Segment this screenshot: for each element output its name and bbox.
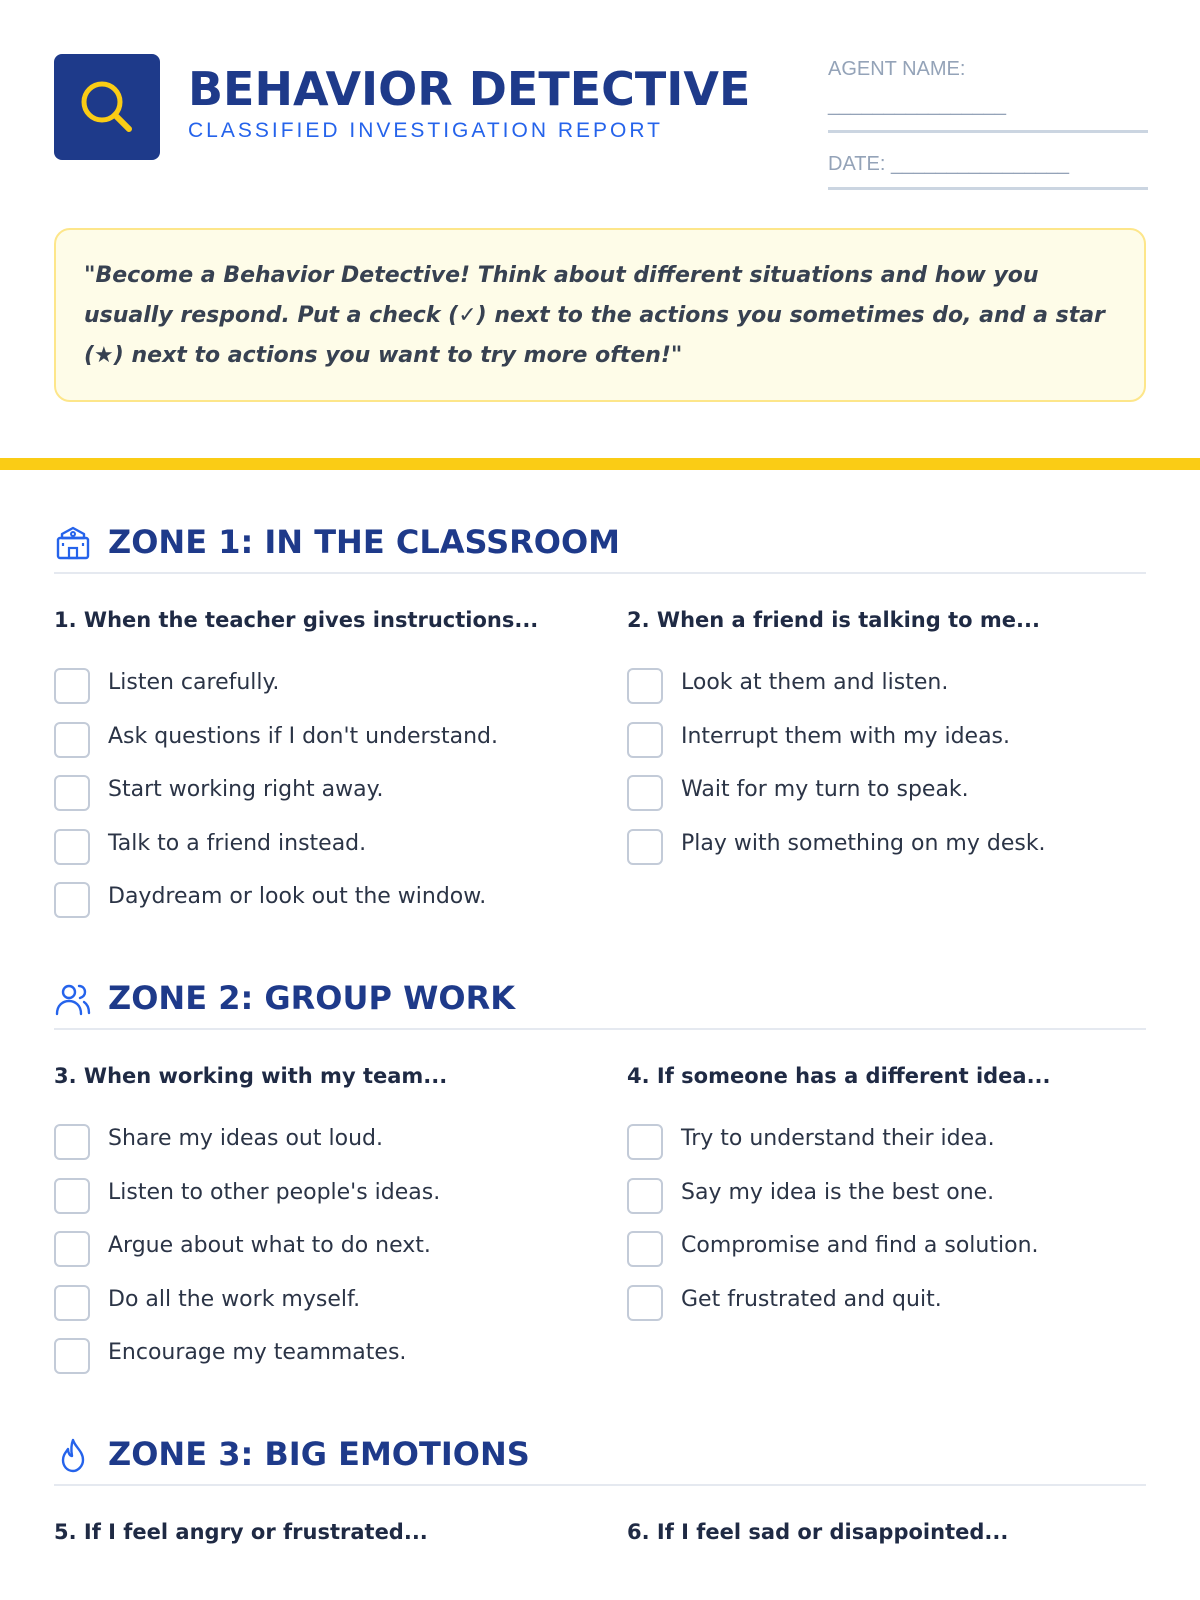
option-label: Encourage my teammates. [108,1340,407,1365]
option-checkbox[interactable] [627,1124,663,1160]
zone-header [54,976,1146,1030]
page-subtitle: CLASSIFIED INVESTIGATION REPORT [188,119,663,142]
flame-icon [54,1436,92,1474]
option-label: Daydream or look out the window. [108,884,487,909]
zone-1 [54,520,1146,909]
option-label: Share my ideas out loud. [108,1126,383,1151]
option-label: Interrupt them with my ideas. [681,723,1011,749]
date-field[interactable] [828,149,1148,190]
option-checkbox[interactable] [54,775,90,811]
option-label: Try to understand their idea. [681,1126,995,1151]
option-label: Listen to other people's ideas. [108,1179,441,1205]
question-prompt: 6. If I feel sad or disappointed... [627,1520,1009,1544]
option-label: Look at them and listen. [681,670,949,695]
question-prompt: 2. When a friend is talking to me... [627,608,1040,632]
option-checkbox[interactable] [54,1178,90,1214]
zone-header [54,1432,1146,1486]
option-label: Talk to a friend instead. [108,830,367,856]
agent-name-label: AGENT NAME: [828,58,966,80]
option-checkbox[interactable] [54,668,90,704]
option-checkbox[interactable] [627,829,663,865]
option-checkbox[interactable] [627,668,663,704]
page-title: BEHAVIOR DETECTIVE [188,62,751,116]
date-label: DATE: ________________ [828,153,1069,175]
section-divider [0,458,1200,470]
zone-title: ZONE 3: BIG EMOTIONS [108,1435,530,1473]
agent-info [828,54,1148,190]
option-checkbox[interactable] [627,775,663,811]
zone-title: ZONE 1: IN THE CLASSROOM [108,523,621,561]
users-icon [54,980,92,1018]
school-icon [54,524,92,562]
agent-name-field[interactable] [828,54,1148,133]
option-label: Listen carefully. [108,670,280,695]
option-checkbox[interactable] [627,1178,663,1214]
instructions-box: "Become a Behavior Detective! Think about different situations and how you usually respond. Put a check (✓) next to the actions you sometimes do, and a star (★) next to actions you want to try more often!" [54,228,1146,402]
agent-name-blank: ________________ [828,94,1006,116]
option-label: Start working right away. [108,777,384,802]
option-checkbox[interactable] [54,1338,90,1374]
question-prompt: 5. If I feel angry or frustrated... [54,1520,428,1544]
logo-badge [54,54,160,160]
question-prompt: 4. If someone has a different idea... [627,1064,1051,1088]
option-checkbox[interactable] [627,1285,663,1321]
option-label: Ask questions if I don't understand. [108,723,499,749]
option-checkbox[interactable] [54,722,90,758]
option-label: Get frustrated and quit. [681,1286,942,1312]
zone-header [54,520,1146,574]
option-label: Play with something on my desk. [681,830,1046,856]
option-label: Do all the work myself. [108,1286,361,1312]
option-checkbox[interactable] [54,1231,90,1267]
option-label: Compromise and find a solution. [681,1233,1039,1258]
question-prompt: 3. When working with my team... [54,1064,448,1088]
option-label: Wait for my turn to speak. [681,777,969,802]
magnifier-icon [76,76,138,138]
zone-2 [54,976,1146,1365]
option-checkbox[interactable] [54,882,90,918]
option-label: Argue about what to do next. [108,1233,431,1258]
option-checkbox[interactable] [54,1285,90,1321]
zone-title: ZONE 2: GROUP WORK [108,979,516,1017]
question-prompt: 1. When the teacher gives instructions... [54,608,539,632]
option-label: Say my idea is the best one. [681,1179,995,1205]
option-checkbox[interactable] [54,1124,90,1160]
option-checkbox[interactable] [54,829,90,865]
option-checkbox[interactable] [627,1231,663,1267]
option-checkbox[interactable] [627,722,663,758]
zone-3 [54,1432,1146,1544]
